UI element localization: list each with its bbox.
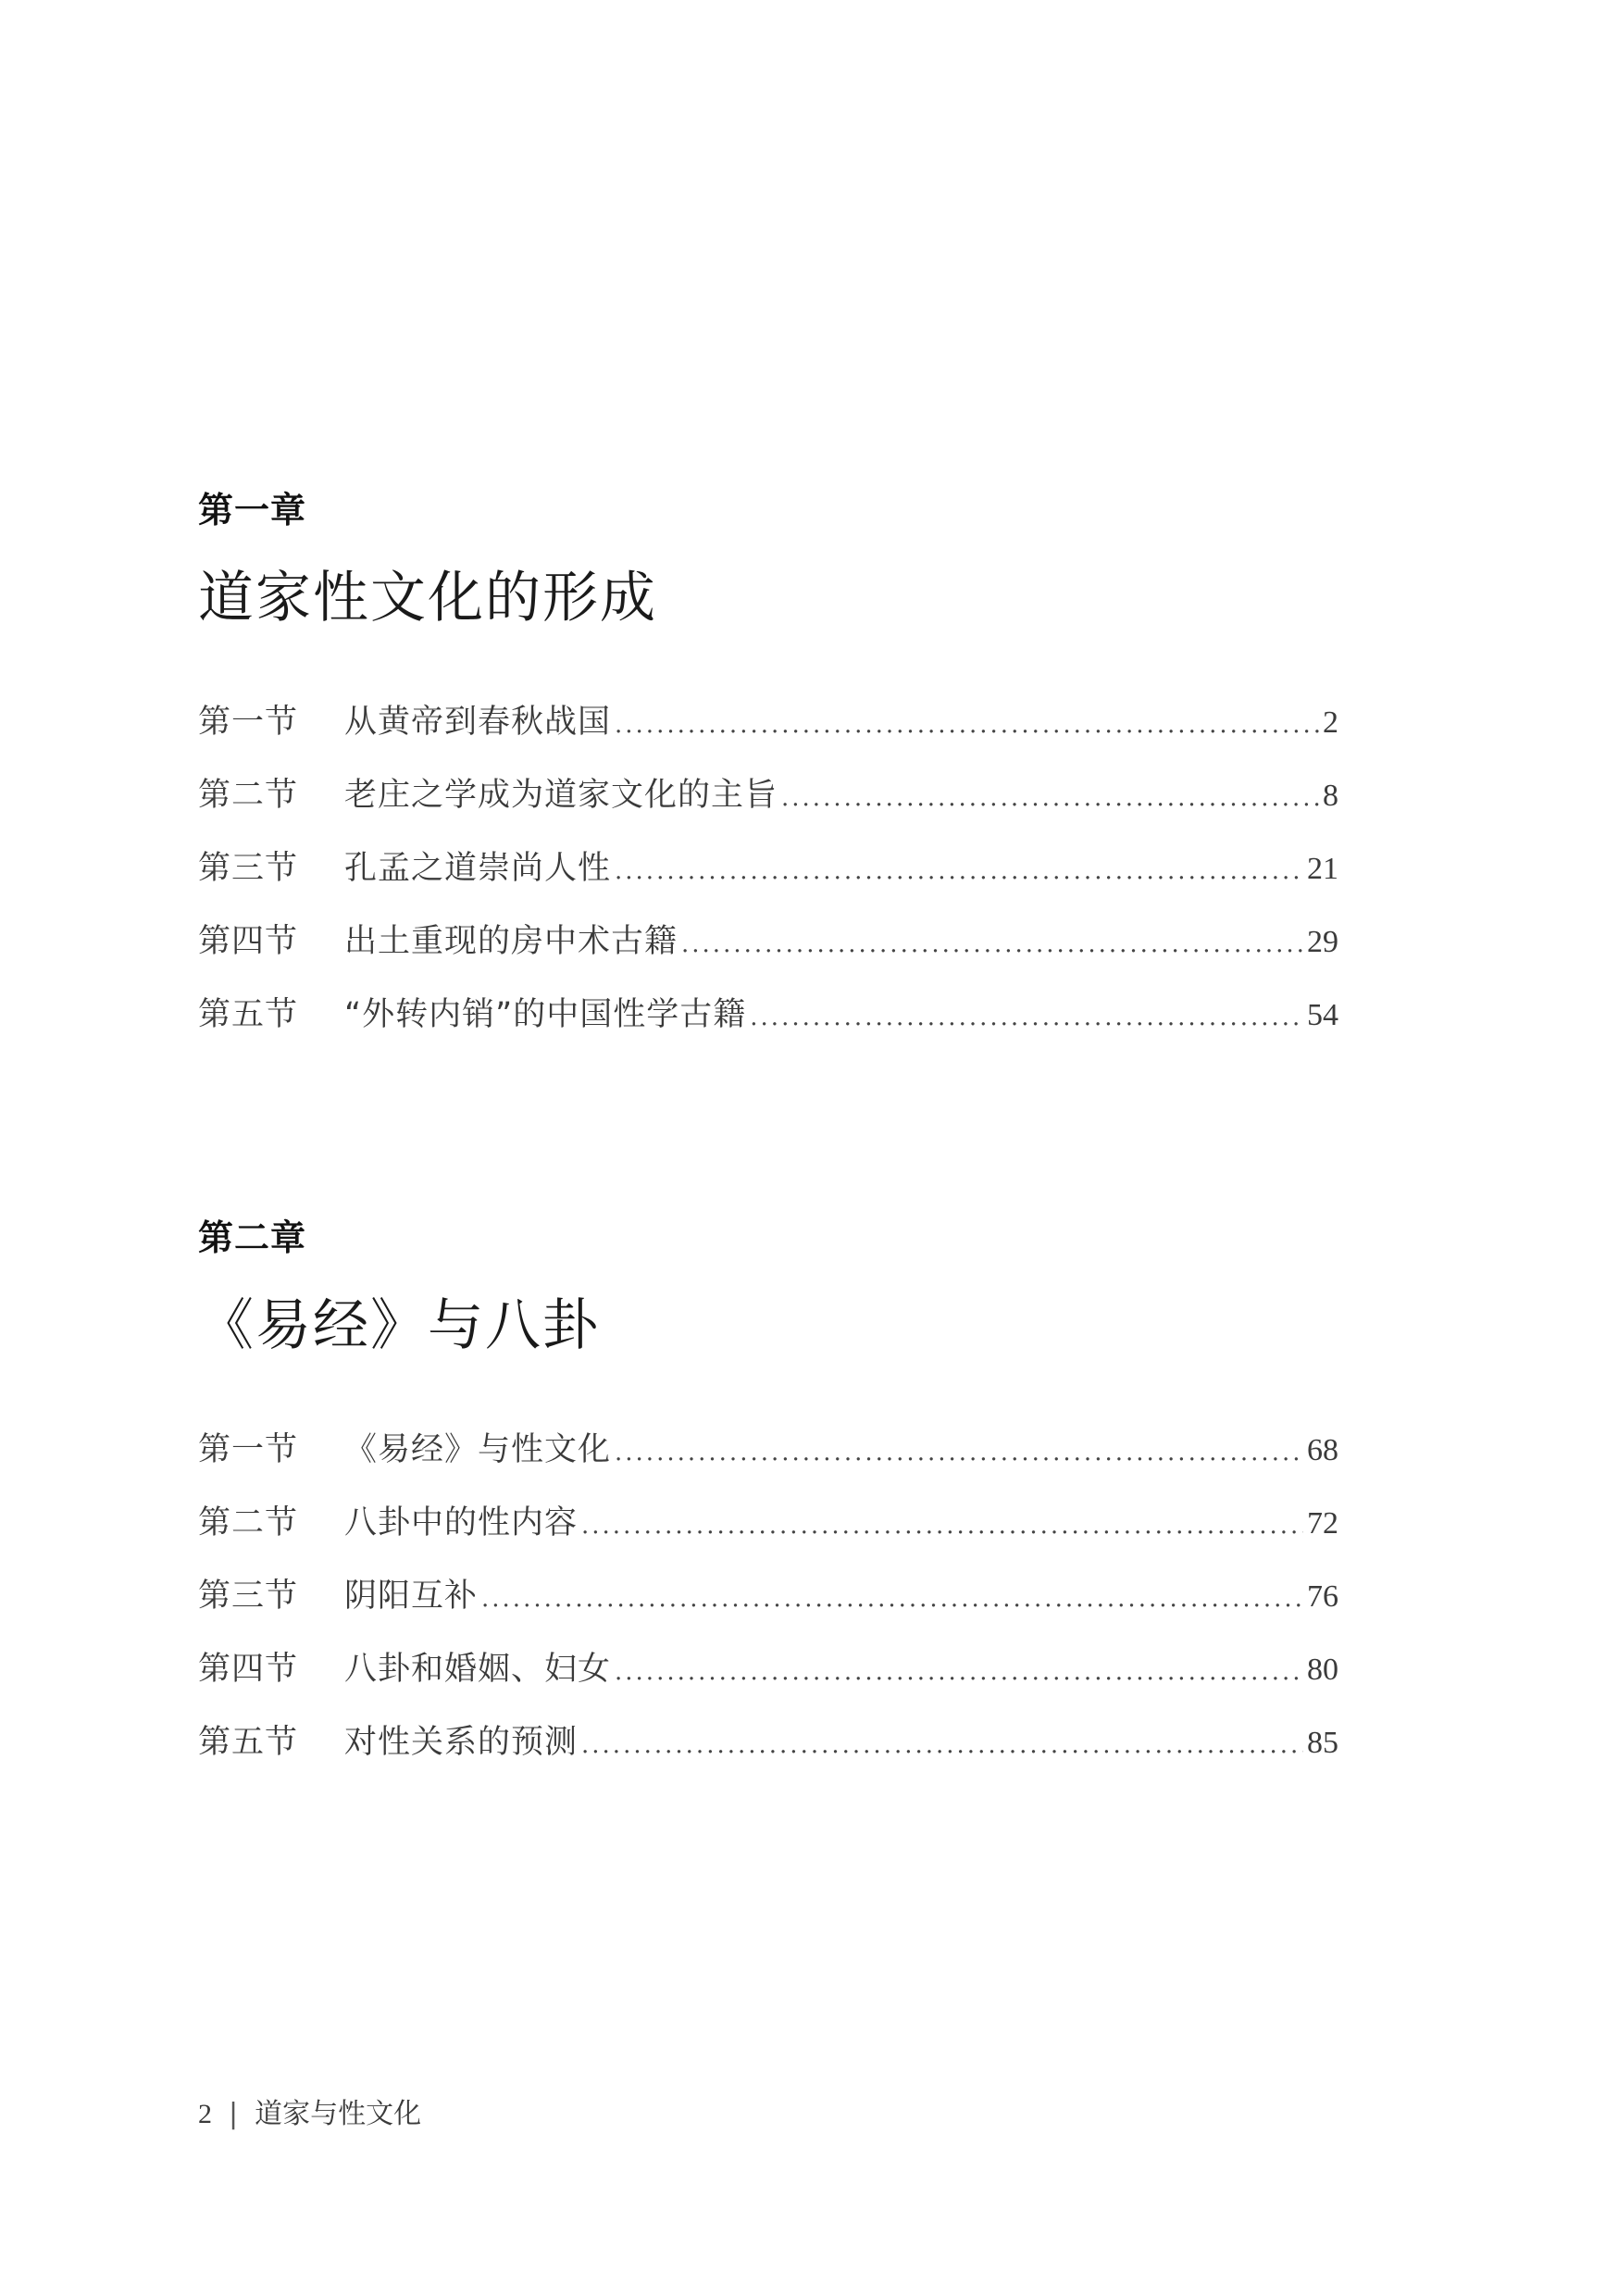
section-title: 孔孟之道崇尚人性 [344, 850, 612, 887]
section-title: 八卦中的性内容 [344, 1504, 579, 1541]
section-title: 《易经》与性文化 [344, 1431, 612, 1468]
section-number: 第三节 [198, 850, 299, 887]
section-number: 第四节 [198, 923, 299, 960]
dot-leader [781, 778, 1319, 818]
toc-entry[interactable] [198, 1649, 1338, 1722]
chapter-title: 《易经》与八卦 [198, 1293, 600, 1358]
chapter-label: 第二章 [198, 1217, 307, 1258]
section-title: 八卦和婚姻、妇女 [344, 1651, 612, 1688]
section-title: 从黄帝到春秋战国 [344, 704, 612, 741]
toc-entry[interactable] [198, 1429, 1338, 1503]
dot-leader [615, 705, 1319, 745]
toc-entry[interactable] [198, 921, 1338, 994]
dot-leader [750, 997, 1303, 1038]
page-number: 76 [1307, 1579, 1338, 1614]
chapter-2 [198, 1217, 1338, 1795]
section-number: 第二节 [198, 777, 299, 814]
section-number: 第二节 [198, 1504, 299, 1541]
toc-entry[interactable] [198, 1722, 1338, 1795]
section-number: 第五节 [198, 996, 299, 1033]
page-number: 68 [1307, 1433, 1338, 1467]
footer-page-number: 2 [198, 2099, 212, 2129]
toc-entry[interactable] [198, 1576, 1338, 1649]
page-number: 80 [1307, 1653, 1338, 1687]
toc-entry[interactable] [198, 702, 1338, 775]
section-number: 第三节 [198, 1578, 299, 1615]
page-number: 54 [1307, 998, 1338, 1032]
page-number: 29 [1307, 925, 1338, 959]
page-number: 72 [1307, 1506, 1338, 1541]
dot-leader [581, 1725, 1303, 1766]
footer-separator: | [229, 2098, 239, 2130]
dot-leader [615, 1432, 1303, 1473]
dot-leader [681, 924, 1303, 965]
toc-entry[interactable] [198, 1503, 1338, 1576]
toc-entry[interactable] [198, 848, 1338, 921]
section-title: “外转内销”的中国性学古籍 [344, 996, 747, 1033]
chapter-label: 第一章 [198, 489, 307, 530]
section-title: 对性关系的预测 [344, 1724, 579, 1761]
dot-leader [615, 851, 1303, 892]
section-title: 出土重现的房中术古籍 [344, 923, 678, 960]
page-number: 21 [1307, 852, 1338, 886]
footer-book-title: 道家与性文化 [255, 2098, 422, 2130]
section-number: 第四节 [198, 1651, 299, 1688]
toc-list [198, 702, 1338, 1067]
toc-entry[interactable] [198, 994, 1338, 1067]
section-title: 老庄之学成为道家文化的主旨 [344, 777, 778, 814]
section-title: 阴阳互补 [344, 1578, 479, 1615]
page-footer [198, 2098, 421, 2131]
page-number: 8 [1323, 779, 1338, 813]
chapter-1 [198, 489, 1338, 1067]
section-number: 第一节 [198, 704, 299, 741]
dot-leader [481, 1578, 1303, 1619]
dot-leader [581, 1505, 1303, 1546]
section-number: 第一节 [198, 1431, 299, 1468]
page-number: 85 [1307, 1726, 1338, 1760]
toc-entry[interactable] [198, 775, 1338, 848]
page-number: 2 [1323, 705, 1338, 740]
section-number: 第五节 [198, 1724, 299, 1761]
chapter-title: 道家性文化的形成 [198, 566, 657, 630]
dot-leader [615, 1652, 1303, 1692]
toc-list [198, 1429, 1338, 1795]
